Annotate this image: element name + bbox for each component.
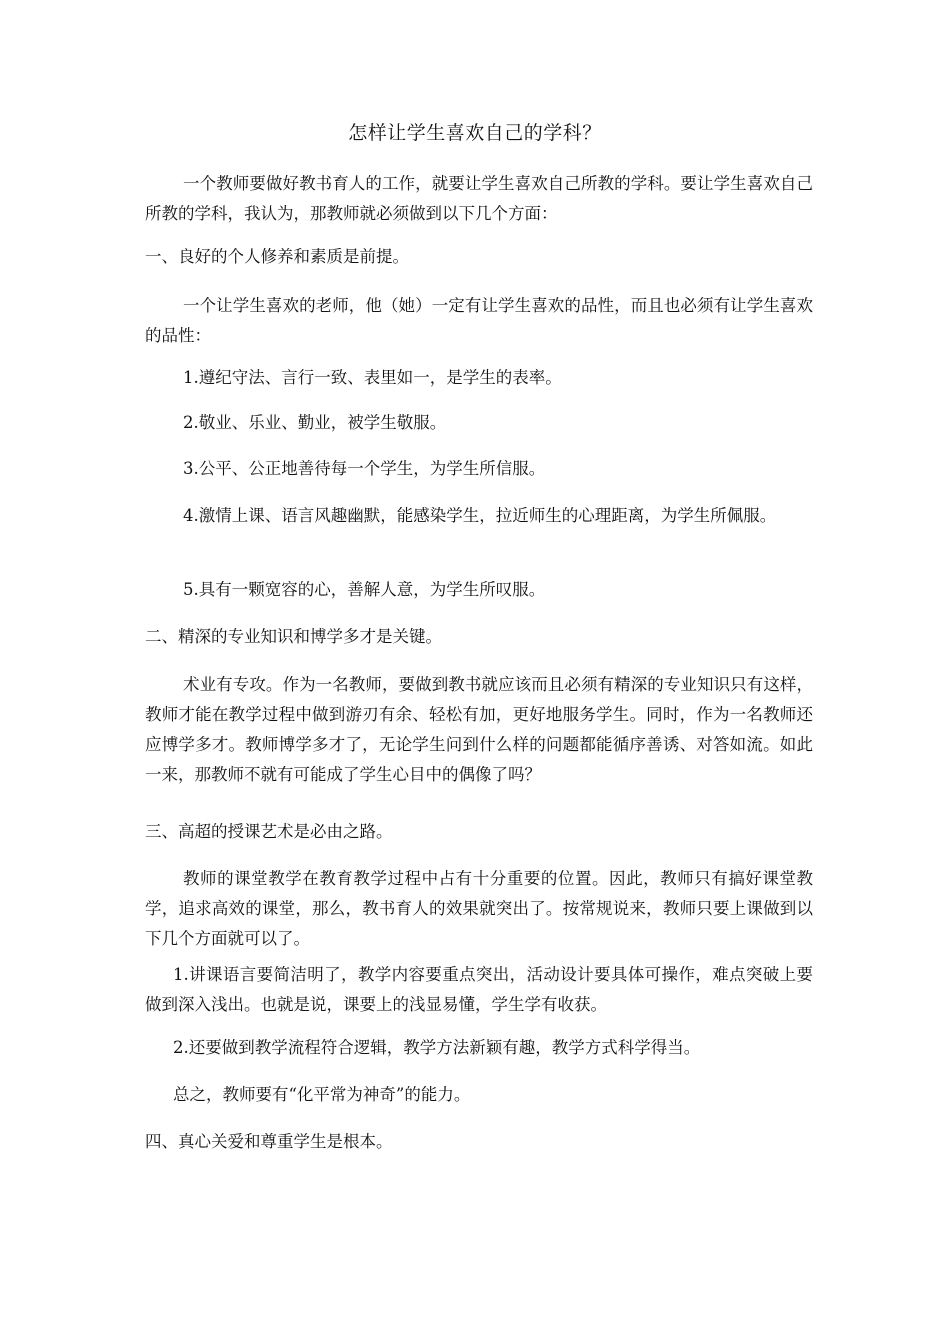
list-item-1: 1.遵纪守法、言行一致、表里如一，是学生的表率。 [183, 368, 562, 387]
section-heading-2: 二、精深的专业知识和博学多才是关键。 [145, 627, 442, 646]
summary-paragraph: 总之，教师要有“化平常为神奇”的能力。 [173, 1085, 471, 1104]
section-heading-3: 三、高超的授课艺术是必由之路。 [145, 822, 393, 841]
intro-paragraph: 一个教师要做好教书育人的工作，就要让学生喜欢自己所教的学科。要让学生喜欢自己所教的学科，我认为，那教师就必须做到以下几个方面： [145, 174, 813, 223]
list-item-2: 2.敬业、乐业、勤业，被学生敬服。 [183, 413, 447, 432]
section-1-paragraph: 一个让学生喜欢的老师，他（她）一定有让学生喜欢的品性，而且也必须有让学生喜欢的品性： [145, 296, 813, 345]
section-2-paragraph: 术业有专攻。作为一名教师，要做到教书就应该而且必须有精深的专业知识只有这样，教师才能在教学过程中做到游刃有余、轻松有加，更好地服务学生。同时，作为一名教师还应博学多才。教师博学多才了，无论学生问到什么样的问题都能循序善诱、对答如流。如此一来，那教师不就有可能成了学生心目中的偶像了吗？ [145, 675, 813, 784]
list-item-3: 3.公平、公正地善待每一个学生，为学生所信服。 [183, 459, 546, 478]
section-heading-1: 一、良好的个人修养和素质是前提。 [145, 247, 409, 266]
list-item-5: 5.具有一颗宽容的心，善解人意，为学生所叹服。 [183, 580, 546, 599]
section-3-paragraph: 教师的课堂教学在教育教学过程中占有十分重要的位置。因此，教师只有搞好课堂教学，追求高效的课堂，那么，教书育人的效果就突出了。按常规说来，教师只要上课做到以下几个方面就可以了。 [145, 869, 813, 948]
teaching-item-1: 1.讲课语言要简洁明了，教学内容要重点突出，活动设计要具体可操作，难点突破上要做到深入浅出。也就是说，课要上的浅显易懂，学生学有收获。 [145, 965, 813, 1014]
section-heading-4: 四、真心关爱和尊重学生是根本。 [145, 1132, 393, 1151]
teaching-item-2: 2.还要做到教学流程符合逻辑，教学方法新颖有趣，教学方式科学得当。 [173, 1038, 701, 1057]
list-item-4: 4.激情上课、语言风趣幽默，能感染学生，拉近师生的心理距离，为学生所佩服。 [183, 506, 777, 525]
document-title: 怎样让学生喜欢自己的学科？ [348, 122, 602, 144]
